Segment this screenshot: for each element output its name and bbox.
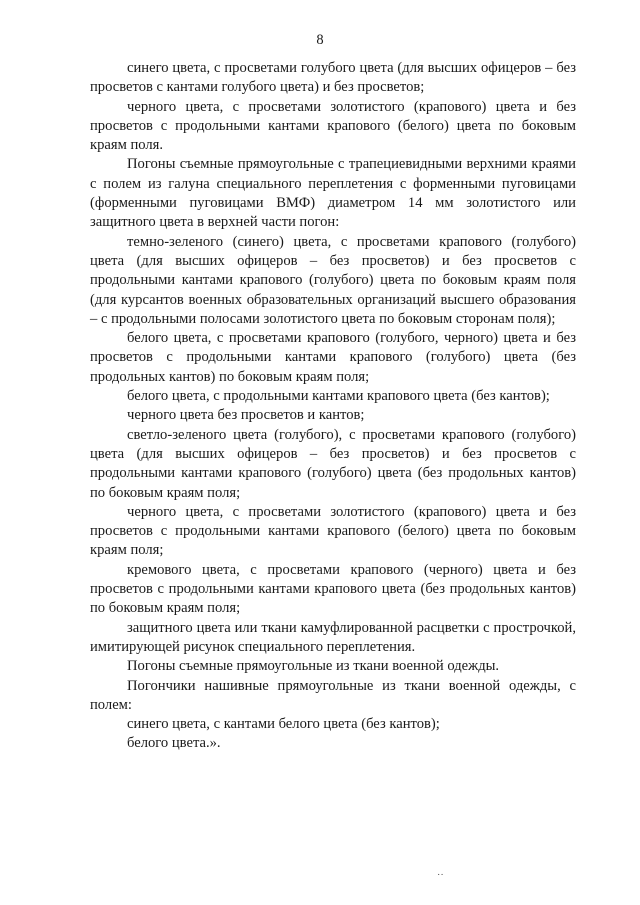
- paragraph: защитного цвета или ткани камуфлированной расцветки с прострочкой, имитирующей рисунок специального переплетения.: [90, 619, 576, 655]
- page-number: 8: [316, 32, 324, 48]
- paragraph: Погоны съемные прямоугольные с трапециевидными верхними краями с полем из галуна специального переплетения с форменными пуговицами (форменными пуговицами ВМФ) диаметром 14 мм золотистого или защитного цвета в верхней части погон:: [90, 156, 576, 231]
- document-body: [90, 59, 576, 754]
- paragraph: Погоны съемные прямоугольные из ткани военной одежды.: [127, 658, 500, 675]
- paragraph: белого цвета, с просветами крапового (голубого, черного) цвета и без просветов с продольными кантами крапового (голубого) цвета (без продольных кантов) по боковым краям поля;: [90, 330, 576, 385]
- paragraph: белого цвета.».: [127, 735, 221, 752]
- paragraph: черного цвета без просветов и кантов;: [127, 407, 365, 424]
- paragraph: синего цвета, с кантами белого цвета (без кантов);: [127, 716, 440, 733]
- paragraph: темно-зеленого (синего) цвета, с просветами крапового (голубого) цвета (для высших офицеров – без просветов) и без просветов с продольными кантами крапового (голубого) цвета по боковым краям поля (для курсантов военных образовательных организаций высшего образования – с продольными полосами золотистого цвета по боковым сторонам поля);: [90, 233, 576, 327]
- paragraph: светло-зеленого цвета (голубого), с просветами крапового (голубого) цвета (для высших офицеров – без просветов) и без просветов с продольными кантами крапового (голубого) цвета (без продольных кантов) по боковым краям поля;: [90, 426, 576, 501]
- paragraph: Погончики нашивные прямоугольные из ткани военной одежды, с полем:: [90, 677, 576, 713]
- paragraph: черного цвета, с просветами золотистого (крапового) цвета и без просветов с продольными кантами крапового (белого) цвета по боковым краям поля;: [90, 503, 576, 559]
- paragraph: синего цвета, с просветами голубого цвета (для высших офицеров – без просветов с кантами голубого цвета) и без просветов;: [90, 60, 576, 96]
- paragraph: белого цвета, с продольными кантами крапового цвета (без кантов);: [127, 388, 550, 405]
- paragraph: кремового цвета, с просветами крапового (черного) цвета и без просветов с продольными кантами крапового цвета (без продольных кантов) по боковым краям поля;: [90, 561, 576, 617]
- scan-speck-mark: ˙˙: [437, 873, 444, 884]
- paragraph: черного цвета, с просветами золотистого (крапового) цвета и без просветов с продольными кантами крапового (белого) цвета по боковым краям поля.: [90, 98, 576, 154]
